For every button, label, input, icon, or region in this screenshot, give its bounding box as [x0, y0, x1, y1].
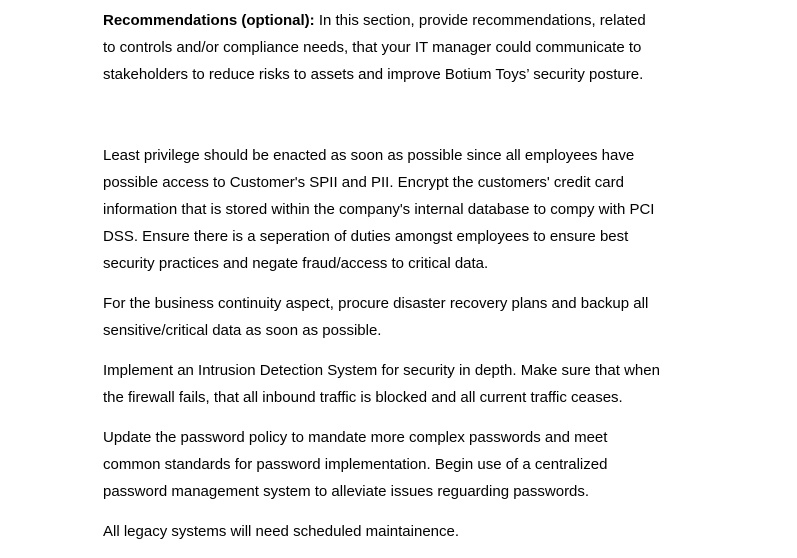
paragraph-line: the firewall fails, that all inbound traffic is blocked and all current traffic ceases.: [103, 389, 623, 406]
paragraph-business-continuity: [103, 290, 703, 344]
paragraph-line: sensitive/critical data as soon as possible.: [103, 322, 382, 339]
paragraph-line: Implement an Intrusion Detection System for security in depth. Make sure that when: [103, 362, 660, 379]
section-heading: Recommendations (optional):: [103, 12, 315, 29]
paragraph-line: common standards for password implementation. Begin use of a centralized: [103, 456, 608, 473]
paragraph-line: For the business continuity aspect, procure disaster recovery plans and backup all: [103, 295, 649, 312]
paragraph-line: All legacy systems will need scheduled maintainence.: [103, 523, 460, 540]
document-body: [103, 7, 703, 558]
intro-line-2: to controls and/or compliance needs, that your IT manager could communicate to: [103, 39, 642, 56]
paragraph-line: Update the password policy to mandate more complex passwords and meet: [103, 429, 608, 446]
recommendations-intro: [103, 7, 703, 88]
paragraph-least-privilege: [103, 142, 703, 277]
paragraph-line: password management system to alleviate issues reguarding passwords.: [103, 483, 590, 500]
paragraph-intrusion-detection: [103, 357, 703, 411]
paragraph-password-policy: [103, 424, 703, 505]
paragraph-line: DSS. Ensure there is a seperation of duties amongst employees to ensure best: [103, 228, 629, 245]
paragraph-legacy-systems: [103, 518, 703, 545]
paragraph-line: Least privilege should be enacted as soon as possible since all employees have: [103, 147, 635, 164]
paragraph-line: information that is stored within the company's internal database to compy with PCI: [103, 201, 655, 218]
intro-line-1: [103, 7, 703, 34]
intro-text: In this section, provide recommendations, related: [314, 12, 646, 29]
paragraph-line: possible access to Customer's SPII and PII. Encrypt the customers' credit card: [103, 174, 624, 191]
paragraph-line: security practices and negate fraud/access to critical data.: [103, 255, 489, 272]
intro-line-3: stakeholders to reduce risks to assets and improve Botium Toys’ security posture.: [103, 66, 644, 83]
